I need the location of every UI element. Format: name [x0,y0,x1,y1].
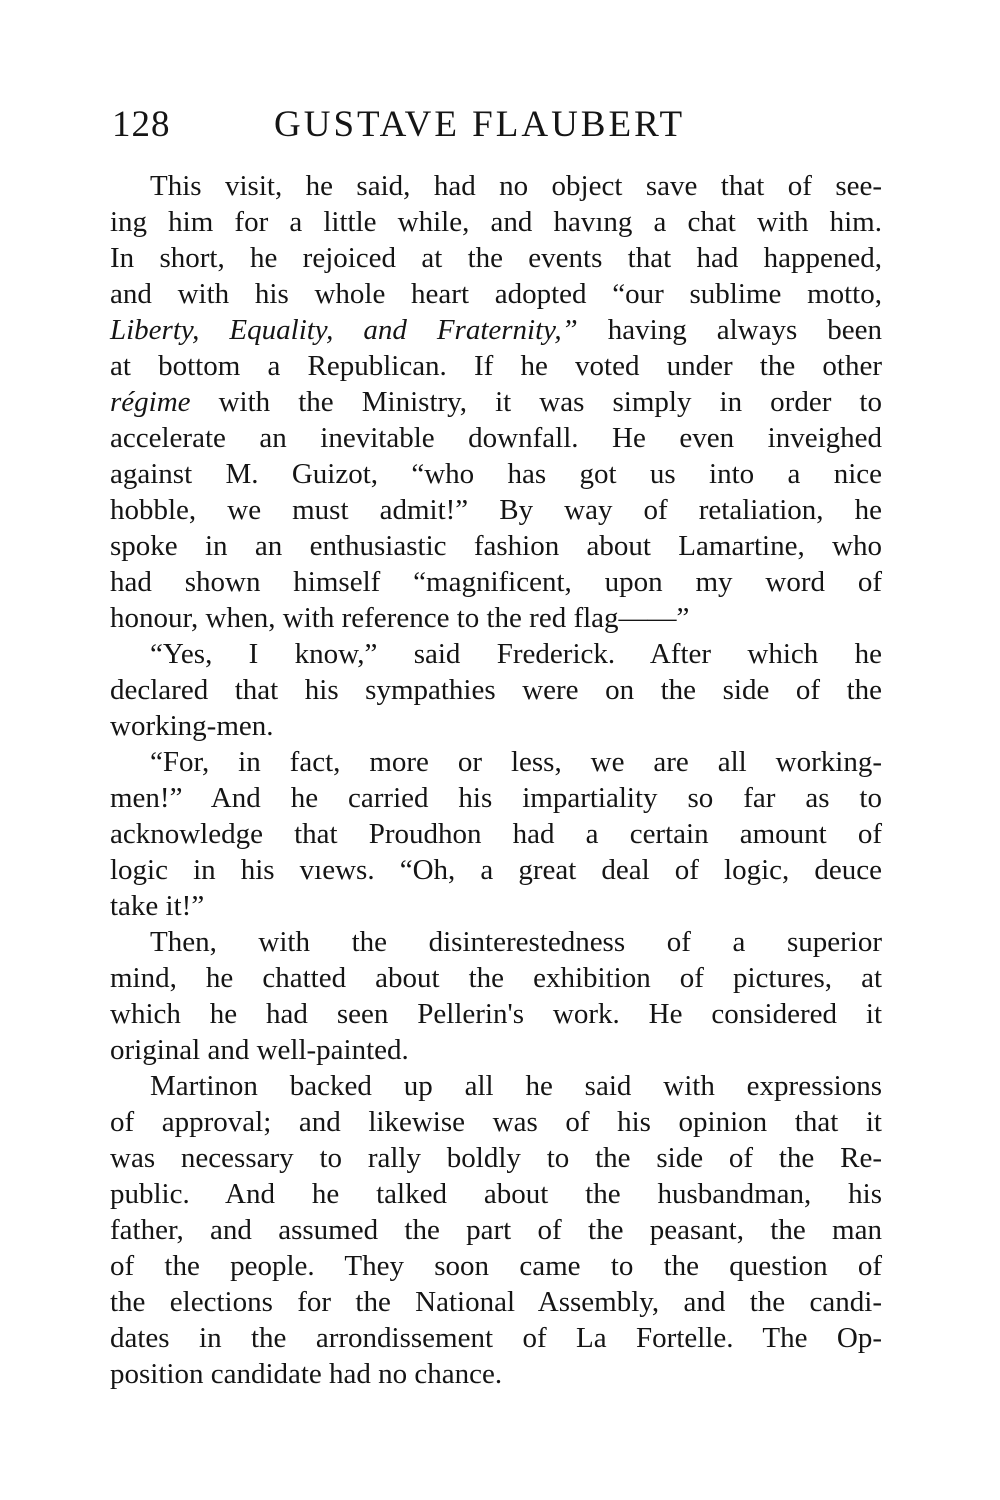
text-line: had shown himself “magnificent, upon my word of [110,566,882,598]
text-line: This visit, he said, had no object save that of see- [150,170,882,202]
text-line: the elections for the National Assembly, and the candi- [110,1286,882,1318]
text-segment: having always been [577,314,883,346]
text-line: accelerate an inevitable downfall. He even inveighed [110,422,882,454]
text-line: was necessary to rally boldly to the side of the Re- [110,1142,882,1174]
text-line [110,384,882,420]
text-line: and with his whole heart adopted “our sublime motto, [110,278,882,310]
text-line: “For, in fact, more or less, we are all working- [150,746,882,778]
text-line: of the people. They soon came to the question of [110,1250,882,1282]
text-line: men!” And he carried his impartiality so far as to [110,782,882,814]
text-line: original and well-painted. [110,1034,409,1066]
text-line: spoke in an enthusiastic fashion about Lamartine, who [110,530,882,562]
text-line: position candidate had no chance. [110,1358,503,1390]
text-segment: with the Ministry, it was simply in order to [190,386,882,418]
italic-phrase: Liberty, Equality, and Fraternity,” [110,314,578,346]
text-line: dates in the arrondissement of La Fortelle. The Op- [110,1322,882,1354]
text-line: take it!” [110,890,205,922]
italic-word: régime [110,386,191,418]
text-line: In short, he rejoiced at the events that had happened, [110,242,882,274]
text-line: public. And he talked about the husbandman, his [110,1178,882,1210]
book-title: GUSTAVE FLAUBERT [274,104,686,145]
text-line: father, and assumed the part of the peasant, the man [110,1214,882,1246]
text-line: at bottom a Republican. If he voted under the other [110,350,882,382]
text-line: logic in his vıews. “Oh, a great deal of logic, deuce [110,854,882,886]
text-line: against M. Guizot, “who has got us into a nice [110,458,882,490]
body-text [110,168,882,1392]
page-number: 128 [112,104,171,145]
text-line: which he had seen Pellerin's work. He considered it [110,998,882,1030]
text-line: of approval; and likewise was of his opinion that it [110,1106,882,1138]
text-line: “Yes, I know,” said Frederick. After which he [150,638,882,670]
text-line: mind, he chatted about the exhibition of pictures, at [110,962,882,994]
text-line: honour, when, with reference to the red flag——” [110,602,690,634]
running-head [112,100,892,150]
text-line [110,312,882,348]
text-line: declared that his sympathies were on the side of the [110,674,882,706]
text-line: Then, with the disinterestedness of a superior [150,926,882,958]
text-line: hobble, we must admit!” By way of retaliation, he [110,494,882,526]
text-line: acknowledge that Proudhon had a certain amount of [110,818,882,850]
text-line: working-men. [110,710,274,742]
text-line: ing him for a little while, and havıng a chat with him. [110,206,882,238]
text-line: Martinon backed up all he said with expressions [150,1070,882,1102]
